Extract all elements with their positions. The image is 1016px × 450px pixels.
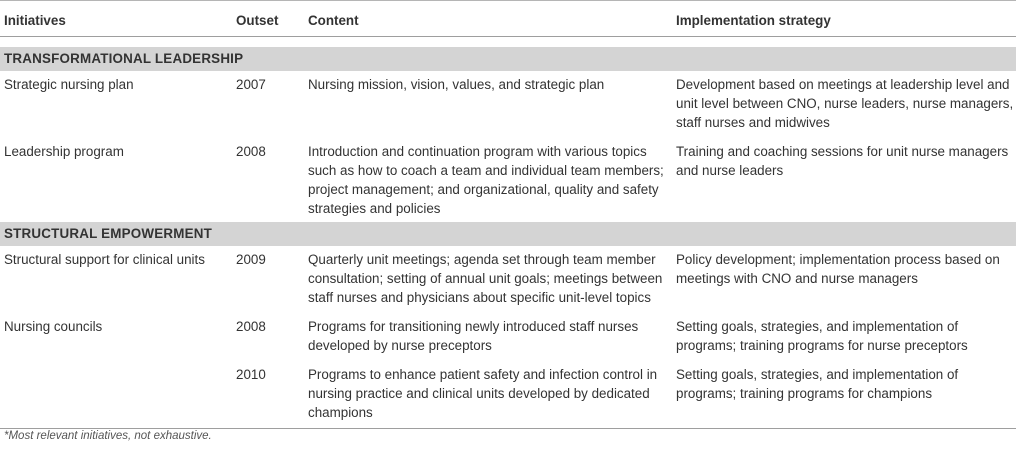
cell-strategy: Setting goals, strategies, and implementation of programs; training programs for champions (672, 361, 1016, 429)
cell-strategy: Setting goals, strategies, and implementation of programs; training programs for nurse preceptors (676, 319, 968, 353)
cell-initiative (0, 361, 232, 429)
cell-content: Quarterly unit meetings; agenda set through team member consultation; setting of annual unit goals; meetings between staff nurses and physicians about specific unit-level topics (308, 252, 663, 305)
header-initiatives: Initiatives (0, 1, 232, 37)
cell-initiative: Structural support for clinical units (4, 252, 205, 267)
cell-initiative: Nursing councils (4, 319, 103, 334)
table-row (0, 313, 1016, 361)
table-row (0, 246, 1016, 313)
spacer-row (0, 37, 1016, 48)
cell-content: Nursing mission, vision, values, and strategic plan (308, 77, 605, 92)
section-header-transformational-leadership (0, 47, 1016, 71)
cell-outset: 2010 (232, 361, 304, 429)
section-title: TRANSFORMATIONAL LEADERSHIP (0, 47, 1016, 71)
table-row (0, 361, 1016, 429)
cell-strategy: Policy development; implementation process based on meetings with CNO and nurse managers (676, 252, 1000, 286)
section-header-structural-empowerment (0, 222, 1016, 246)
header-content: Content (304, 1, 672, 37)
cell-strategy: Training and coaching sessions for unit nurse managers and nurse leaders (676, 144, 1009, 178)
table-row (0, 71, 1016, 138)
header-row (0, 1, 1016, 37)
cell-initiative: Strategic nursing plan (4, 77, 134, 92)
section-title: STRUCTURAL EMPOWERMENT (0, 222, 1016, 246)
header-outset: Outset (232, 1, 304, 37)
cell-initiative: Leadership program (4, 144, 124, 159)
cell-content: Programs for transitioning newly introduced staff nurses developed by nurse preceptors (308, 319, 639, 353)
cell-outset: 2008 (236, 144, 266, 159)
cell-content: Introduction and continuation program with various topics such as how to coach a team and individual team members; project management; and organizational, quality and safety strategies and policies (308, 144, 664, 216)
cell-content: Programs to enhance patient safety and infection control in nursing practice and clinical units developed by dedicated champions (304, 361, 672, 429)
table-row (0, 138, 1016, 222)
cell-outset: 2007 (236, 77, 266, 92)
cell-outset: 2009 (236, 252, 266, 267)
header-strategy: Implementation strategy (672, 1, 1016, 37)
cell-outset: 2008 (236, 319, 266, 334)
table-footnote: *Most relevant initiatives, not exhaustive. (4, 430, 212, 442)
cell-strategy: Development based on meetings at leadership level and unit level between CNO, nurse leaders, nurse managers, staff nurses and midwives (676, 77, 1014, 130)
